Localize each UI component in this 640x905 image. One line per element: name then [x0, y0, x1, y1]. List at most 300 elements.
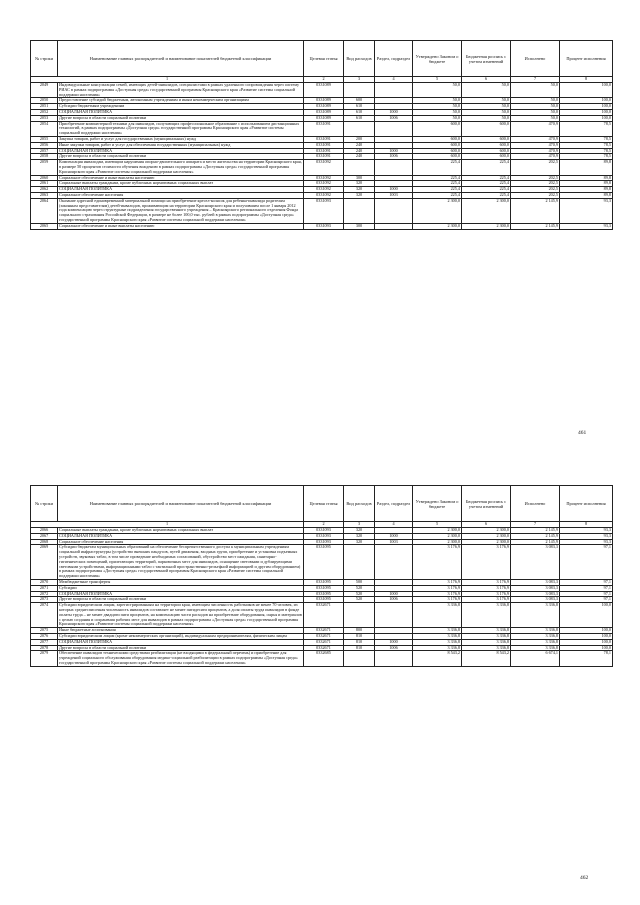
row-number: 2059	[31, 160, 58, 175]
budget-list-amount: 3 336,8	[462, 645, 511, 651]
target-article: 0331089	[304, 104, 344, 110]
expense-type: 500	[344, 579, 375, 585]
target-article: 0331089	[304, 115, 344, 121]
row-name: Другие вопросы в области социальной политики	[58, 597, 304, 603]
row-name: Социальное обеспечение населения	[58, 192, 304, 198]
row-name: Обеспечение инвалидов техническими средствами реабилитации (не входящими в федеральный перечень) и приобретение для учреждений социального обслуживания оборудования медико-социальной реабилитации в рамках подпрограммы «Доступная среда» государственной программы Красноярского края «Развитие системы социальной поддержки населения»	[58, 651, 304, 666]
target-article: 0331095	[304, 545, 344, 580]
execution-percent: 97,1	[560, 545, 613, 580]
row-name: Социальное обеспечение населения	[58, 539, 304, 545]
executed-amount: 202,5	[511, 192, 560, 198]
execution-percent: 100,0	[560, 98, 613, 104]
table-row	[31, 545, 613, 580]
target-article: 0331095	[304, 579, 344, 585]
budget-list-amount: 3 176,9	[462, 579, 511, 585]
budget-list-amount: 600,0	[462, 121, 511, 136]
expense-type: 200	[344, 136, 375, 142]
page-2	[30, 485, 612, 667]
budget-list-amount: 600,0	[462, 136, 511, 142]
approved-amount: 600,0	[413, 154, 462, 160]
row-number: 2070	[31, 579, 58, 585]
executed-amount: 202,5	[511, 181, 560, 187]
section-code: 1000	[375, 187, 413, 193]
target-article: 0331089	[304, 109, 344, 115]
expense-type: 320	[344, 533, 375, 539]
table-row	[31, 651, 613, 666]
row-number: 2076	[31, 633, 58, 639]
execution-percent: 97,1	[560, 597, 613, 603]
approved-amount: 3 176,9	[413, 585, 462, 591]
header-target-article: Целевая статья	[304, 41, 344, 77]
execution-percent: 100,0	[560, 109, 613, 115]
execution-percent: 89,8	[560, 160, 613, 175]
executed-amount: 3 336,8	[511, 628, 560, 634]
expense-type: 600	[344, 98, 375, 104]
execution-percent: 78,5	[560, 154, 613, 160]
approved-amount: 600,0	[413, 148, 462, 154]
approved-amount: 3 176,9	[413, 591, 462, 597]
header-approved: Утверждено Законом о бюджете	[413, 41, 462, 77]
execution-percent: 78,5	[560, 148, 613, 154]
row-number: 2069	[31, 545, 58, 580]
section-code: 1000	[375, 591, 413, 597]
colnum: 7	[511, 77, 560, 83]
executed-amount: 50,0	[511, 83, 560, 98]
colnum: 8	[560, 77, 613, 83]
approved-amount: 50,0	[413, 98, 462, 104]
approved-amount: 3 336,8	[413, 633, 462, 639]
executed-amount: 3 083,3	[511, 597, 560, 603]
colnum: 5	[413, 77, 462, 83]
expense-type: 240	[344, 148, 375, 154]
row-name: Оказание адресной единовременной материальной помощи на приобретение кресел-колясок для ребенка-инвалида родителям (законным представителям) детей-инвалидов, проживающим на территории Красноярского края и получившим после 1 января 2012 года компенсацию через структурные подразделения государственного учреждения – Красноярского регионального отделения Фонда социального страхования Российской Федерации, в размере не более 100,0 тыс. рублей в рамках подпрограммы «Доступная среда» государственной программы Красноярского края «Развитие системы социальной поддержки населения»	[58, 198, 304, 223]
executed-amount: 3 336,8	[511, 633, 560, 639]
budget-list-amount: 2 300,0	[462, 539, 511, 545]
row-number: 2052	[31, 109, 58, 115]
expense-type: 240	[344, 154, 375, 160]
row-number: 2050	[31, 98, 58, 104]
section-code	[375, 545, 413, 580]
execution-percent: 93,3	[560, 539, 613, 545]
header-approved: Утверждено Законом о бюджете	[413, 486, 462, 522]
budget-list-amount: 3 176,9	[462, 591, 511, 597]
execution-percent: 97,1	[560, 585, 613, 591]
row-name: Субсидии бюджетным учреждениям	[58, 104, 304, 110]
row-number: 2061	[31, 181, 58, 187]
target-article: 0332671	[304, 628, 344, 634]
colnum: 5	[413, 522, 462, 528]
approved-amount: 3 336,8	[413, 603, 462, 628]
budget-list-amount: 225,4	[462, 187, 511, 193]
expense-type: 520	[344, 591, 375, 597]
executed-amount: 470,9	[511, 121, 560, 136]
executed-amount: 50,0	[511, 104, 560, 110]
target-article: 0332671	[304, 603, 344, 628]
row-number: 2057	[31, 148, 58, 154]
executed-amount: 3 336,8	[511, 639, 560, 645]
target-article: 0331092	[304, 160, 344, 175]
row-name: СОЦИАЛЬНАЯ ПОЛИТИКА	[58, 591, 304, 597]
approved-amount: 2 300,0	[413, 528, 462, 534]
row-name: Предоставление субсидий бюджетным, автономным учреждениям и иным некоммерческим организациям	[58, 98, 304, 104]
colnum: 4	[375, 77, 413, 83]
executed-amount: 50,0	[511, 109, 560, 115]
executed-amount: 6 674,1	[511, 651, 560, 666]
budget-list-amount: 8 543,2	[462, 651, 511, 666]
colnum: 8	[560, 522, 613, 528]
approved-amount: 600,0	[413, 136, 462, 142]
approved-amount: 3 336,8	[413, 645, 462, 651]
row-name: Компенсация инвалидам, имеющим нарушения опорно-двигательного аппарата и место жительства на территории Красноярского края, в размере 50 процентов стоимости обучения вождению в рамках подпрограммы «Доступная среда» государственной программы Красноярского края «Развитие системы социальной поддержки населения»	[59, 159, 302, 174]
header-percent: Процент исполнения	[560, 486, 613, 522]
row-number: 2060	[31, 175, 58, 181]
page-1	[30, 40, 612, 230]
executed-amount: 470,9	[511, 148, 560, 154]
row-number: 2056	[31, 142, 58, 148]
budget-list-amount: 50,0	[462, 115, 511, 121]
target-article: 0331091	[304, 142, 344, 148]
execution-percent: 100,0	[560, 628, 613, 634]
section-code	[375, 160, 413, 175]
row-name: Иные бюджетные ассигнования	[58, 628, 304, 634]
execution-percent: 89,8	[560, 192, 613, 198]
execution-percent: 97,1	[560, 591, 613, 597]
execution-percent: 100,0	[560, 603, 613, 628]
approved-amount: 225,4	[413, 187, 462, 193]
execution-percent: 89,8	[560, 187, 613, 193]
section-code: 1000	[375, 148, 413, 154]
approved-amount: 8 543,2	[413, 651, 462, 666]
expense-type: 800	[344, 628, 375, 634]
budget-list-amount: 3 336,8	[462, 639, 511, 645]
execution-percent: 78,5	[560, 136, 613, 142]
table-row	[31, 121, 613, 136]
row-name: Другие вопросы в области социальной политики	[58, 154, 304, 160]
section-code	[375, 651, 413, 666]
colnum: 3	[344, 77, 375, 83]
expense-type	[344, 198, 375, 223]
section-code: 1006	[375, 115, 413, 121]
budget-list-amount: 225,4	[462, 175, 511, 181]
approved-amount: 600,0	[413, 142, 462, 148]
approved-amount: 50,0	[413, 115, 462, 121]
page-number: 461	[578, 430, 587, 436]
row-name: Социальное обеспечение и иные выплаты населению	[58, 175, 304, 181]
approved-amount: 225,4	[413, 192, 462, 198]
page-number: 462	[580, 875, 589, 881]
row-number: 2072	[31, 591, 58, 597]
expense-type	[344, 603, 375, 628]
row-number: 2075	[31, 628, 58, 634]
section-code: 1003	[375, 192, 413, 198]
row-number: 2066	[31, 528, 58, 534]
expense-type: 520	[344, 585, 375, 591]
budget-list-amount: 3 336,8	[462, 603, 511, 628]
section-code: 1006	[375, 154, 413, 160]
expense-type: 320	[344, 528, 375, 534]
target-article: 0331092	[304, 181, 344, 187]
row-number: 2054	[31, 121, 58, 136]
executed-amount: 3 336,8	[511, 603, 560, 628]
row-name: СОЦИАЛЬНАЯ ПОЛИТИКА	[58, 109, 304, 115]
expense-type: 320	[344, 181, 375, 187]
budget-list-amount: 225,4	[462, 181, 511, 187]
section-code: 1000	[375, 109, 413, 115]
header-name: Наименование главных распорядителей и наименование показателей бюджетной классификации	[58, 41, 304, 77]
section-code: 1006	[375, 645, 413, 651]
budget-table-page-1	[30, 40, 613, 230]
header-executed: Исполнено	[511, 486, 560, 522]
section-code: 1006	[375, 597, 413, 603]
table-row	[31, 223, 613, 229]
budget-list-amount: 2 300,0	[462, 223, 511, 229]
target-article: 0332671	[304, 633, 344, 639]
target-article: 0331092	[304, 175, 344, 181]
colnum: 4	[375, 522, 413, 528]
executed-amount: 3 083,3	[511, 585, 560, 591]
row-name: Иные закупки товаров, работ и услуг для обеспечения государственных (муниципальных) нужд	[58, 142, 304, 148]
approved-amount: 600,0	[413, 121, 462, 136]
row-name: Закупка товаров, работ и услуг для государственных (муниципальных) нужд	[58, 136, 304, 142]
table-body-page-1	[31, 83, 613, 230]
table-body-page-2	[31, 528, 613, 667]
approved-amount: 3 176,9	[413, 545, 462, 580]
budget-list-amount: 50,0	[462, 104, 511, 110]
row-number: 2073	[31, 597, 58, 603]
header-section: Раздел, подраздел	[375, 486, 413, 522]
executed-amount: 202,5	[511, 160, 560, 175]
target-article: 0331089	[304, 98, 344, 104]
row-number: 2074	[31, 603, 58, 628]
budget-list-amount: 225,4	[462, 192, 511, 198]
header-row-number: № строки	[31, 486, 58, 522]
approved-amount: 50,0	[413, 83, 462, 98]
row-number: 2071	[31, 585, 58, 591]
target-article: 0331093	[304, 539, 344, 545]
budget-list-amount: 50,0	[462, 109, 511, 115]
row-name: Межбюджетные трансферты	[58, 579, 304, 585]
expense-type	[344, 545, 375, 580]
target-article: 0331091	[304, 136, 344, 142]
target-article: 0331093	[304, 223, 344, 229]
executed-amount: 50,0	[511, 98, 560, 104]
row-number: 2064	[31, 198, 58, 223]
budget-list-amount: 600,0	[462, 154, 511, 160]
expense-type: 610	[344, 115, 375, 121]
header-budget-list: Бюджетная роспись с учетом изменений	[462, 486, 511, 522]
header-executed: Исполнено	[511, 41, 560, 77]
approved-amount: 2 300,0	[413, 533, 462, 539]
header-percent: Процент исполнения	[560, 41, 613, 77]
executed-amount: 470,9	[511, 136, 560, 142]
execution-percent: 78,1	[560, 651, 613, 666]
section-code	[375, 603, 413, 628]
expense-type: 610	[344, 104, 375, 110]
colnum: 2	[304, 522, 344, 528]
colnum: 2	[304, 77, 344, 83]
row-name: Другие вопросы в области социальной политики	[58, 645, 304, 651]
approved-amount: 3 336,8	[413, 639, 462, 645]
executed-amount: 3 083,3	[511, 545, 560, 580]
budget-list-amount: 600,0	[462, 142, 511, 148]
header-expense-type: Вид расходов	[344, 41, 375, 77]
target-article: 0331092	[304, 192, 344, 198]
expense-type	[344, 121, 375, 136]
budget-list-amount: 600,0	[462, 148, 511, 154]
row-number: 2065	[31, 223, 58, 229]
section-code	[375, 121, 413, 136]
colnum: 7	[511, 522, 560, 528]
row-name: СОЦИАЛЬНАЯ ПОЛИТИКА	[58, 639, 304, 645]
section-code	[375, 223, 413, 229]
header-section: Раздел, подраздел	[375, 41, 413, 77]
header-row-number: № строки	[31, 41, 58, 77]
budget-list-amount: 2 300,0	[462, 198, 511, 223]
executed-amount: 470,9	[511, 142, 560, 148]
expense-type	[344, 160, 375, 175]
colnum: 6	[462, 522, 511, 528]
expense-type: 610	[344, 109, 375, 115]
target-article: 0331093	[304, 533, 344, 539]
executed-amount: 50,0	[511, 115, 560, 121]
expense-type: 810	[344, 639, 375, 645]
execution-percent: 100,0	[560, 83, 613, 98]
header-target-article: Целевая статья	[304, 486, 344, 522]
table-row	[31, 160, 613, 175]
table-row	[31, 603, 613, 628]
row-number: 2058	[31, 154, 58, 160]
executed-amount: 2 145,9	[511, 528, 560, 534]
row-name: Индивидуальные консультации семей, имеющих детей-инвалидов, специалистами в рамках удаленного сопровождения через систему РИАС в рамках подпрограммы «Доступная среда» государственной программы Красноярского края «Развитие системы социальной поддержки населения»	[58, 83, 304, 98]
section-code	[375, 198, 413, 223]
approved-amount: 3 176,9	[413, 597, 462, 603]
row-number: 2051	[31, 104, 58, 110]
executed-amount: 3 083,3	[511, 591, 560, 597]
executed-amount: 2 145,9	[511, 539, 560, 545]
executed-amount: 202,5	[511, 187, 560, 193]
row-number: 2079	[31, 651, 58, 666]
execution-percent: 89,8	[560, 181, 613, 187]
executed-amount: 202,5	[511, 175, 560, 181]
header-budget-list: Бюджетная роспись с учетом изменений	[462, 41, 511, 77]
section-code	[375, 83, 413, 98]
row-name: Социальное обеспечение и иные выплаты населению	[58, 223, 304, 229]
budget-table-page-2	[30, 485, 613, 667]
approved-amount: 50,0	[413, 104, 462, 110]
execution-percent: 78,5	[560, 121, 613, 136]
approved-amount: 225,4	[413, 181, 462, 187]
executed-amount: 470,9	[511, 154, 560, 160]
target-article: 0331091	[304, 148, 344, 154]
row-name: Другие вопросы в области социальной политики	[58, 115, 304, 121]
expense-type: 240	[344, 142, 375, 148]
approved-amount: 50,0	[413, 109, 462, 115]
budget-list-amount: 2 300,0	[462, 533, 511, 539]
execution-percent: 97,1	[560, 579, 613, 585]
row-name: Социальные выплаты гражданам, кроме публичных нормативных социальных выплат	[58, 181, 304, 187]
target-article: 0332685	[304, 651, 344, 666]
budget-list-amount: 50,0	[462, 83, 511, 98]
execution-percent: 100,0	[560, 104, 613, 110]
target-article: 0331093	[304, 528, 344, 534]
row-number: 2078	[31, 645, 58, 651]
approved-amount: 225,4	[413, 175, 462, 181]
execution-percent: 100,0	[560, 639, 613, 645]
execution-percent: 93,3	[560, 528, 613, 534]
expense-type: 320	[344, 539, 375, 545]
row-number: 2063	[31, 192, 58, 198]
target-article: 0331092	[304, 187, 344, 193]
executed-amount: 2 145,9	[511, 223, 560, 229]
table-row	[31, 198, 613, 223]
target-article: 0331095	[304, 597, 344, 603]
section-code: 1000	[375, 533, 413, 539]
row-name: СОЦИАЛЬНАЯ ПОЛИТИКА	[58, 533, 304, 539]
section-code: 1000	[375, 639, 413, 645]
budget-list-amount: 3 336,8	[462, 628, 511, 634]
colnum: 3	[344, 522, 375, 528]
row-name: Субсидии юридическим лицам, зарегистрированным на территории края, имеющим численность работников не менее 70 человек, из которых среднесписочная численность инвалидов составляет не менее пятидесяти процентов, а доля оплаты труда инвалидов в фонде оплаты труда – не менее двадцати пяти процентов, на компенсацию части расходов на приобретение оборудования, сырья и материалов с целью создания и сохранения рабочих мест для инвалидов в рамках подпрограммы «Доступная среда» государственной программы Красноярского края «Развитие системы социальной поддержки населения»	[59, 602, 302, 627]
target-article: 0332671	[304, 645, 344, 651]
expense-type	[344, 83, 375, 98]
row-name: Приобретение компьютерной техники для инвалидов, получающих профессиональное образование с использованием дистанционных технологий, в рамках подпрограммы «Доступная среда» государственной программы Красноярского края «Развитие системы социальной поддержки населения»	[58, 121, 304, 136]
target-article: 0331093	[304, 198, 344, 223]
approved-amount: 2 300,0	[413, 223, 462, 229]
colnum: 1	[31, 522, 304, 528]
colnum: 1	[31, 77, 304, 83]
execution-percent: 93,3	[560, 198, 613, 223]
budget-list-amount: 50,0	[462, 98, 511, 104]
execution-percent: 93,3	[560, 533, 613, 539]
row-number: 2062	[31, 187, 58, 193]
row-number: 2055	[31, 136, 58, 142]
executed-amount: 3 083,3	[511, 579, 560, 585]
header-name: Наименование главных распорядителей и наименование показателей бюджетной классификации	[58, 486, 304, 522]
row-name: СОЦИАЛЬНАЯ ПОЛИТИКА	[58, 148, 304, 154]
approved-amount: 225,4	[413, 160, 462, 175]
expense-type: 300	[344, 223, 375, 229]
expense-type: 810	[344, 633, 375, 639]
row-name: Субсидии бюджетам муниципальных образований на обеспечение беспрепятственного доступа к муниципальным учреждениям социальной инфраструктуры (устройство внешних пандусов, путей движения, входных групп, приобретение и установка подъемных устройств, звуковых табло, в том числе проведение необходимых согласований, обустройство мест ожидания, санитарно-гигиенических помещений, прилегающих территорий, парковочных мест для инвалидов, оснащение световыми и дублирующими световыми устройствами, информационными табло с тактильной пространственно-рельефной информацией и другим оборудованием) в рамках подпрограммы «Доступная среда» государственной программы Красноярского края «Развитие системы социальной поддержки населения»	[58, 545, 304, 580]
executed-amount: 2 145,9	[511, 533, 560, 539]
target-article: 0331095	[304, 585, 344, 591]
execution-percent: 100,0	[560, 633, 613, 639]
row-name: Субсидии юридическим лицам (кроме некоммерческих организаций), индивидуальным предпринимателям, физическим лицам	[58, 633, 304, 639]
expense-type: 320	[344, 192, 375, 198]
header-expense-type: Вид расходов	[344, 486, 375, 522]
execution-percent: 100,0	[560, 115, 613, 121]
expense-type: 320	[344, 187, 375, 193]
colnum: 6	[462, 77, 511, 83]
approved-amount: 2 300,0	[413, 198, 462, 223]
budget-list-amount: 3 176,9	[462, 585, 511, 591]
target-article: 0331089	[304, 83, 344, 98]
row-number: 2077	[31, 639, 58, 645]
execution-percent: 89,8	[560, 175, 613, 181]
target-article: 0331095	[304, 591, 344, 597]
row-name: Субсидии	[58, 585, 304, 591]
row-number: 2053	[31, 115, 58, 121]
table-row	[31, 83, 613, 98]
execution-percent: 100,0	[560, 645, 613, 651]
row-number: 2067	[31, 533, 58, 539]
budget-list-amount: 2 300,0	[462, 528, 511, 534]
target-article: 0331091	[304, 121, 344, 136]
budget-list-amount: 225,4	[462, 160, 511, 175]
expense-type: 300	[344, 175, 375, 181]
approved-amount: 3 336,8	[413, 628, 462, 634]
executed-amount: 3 336,8	[511, 645, 560, 651]
